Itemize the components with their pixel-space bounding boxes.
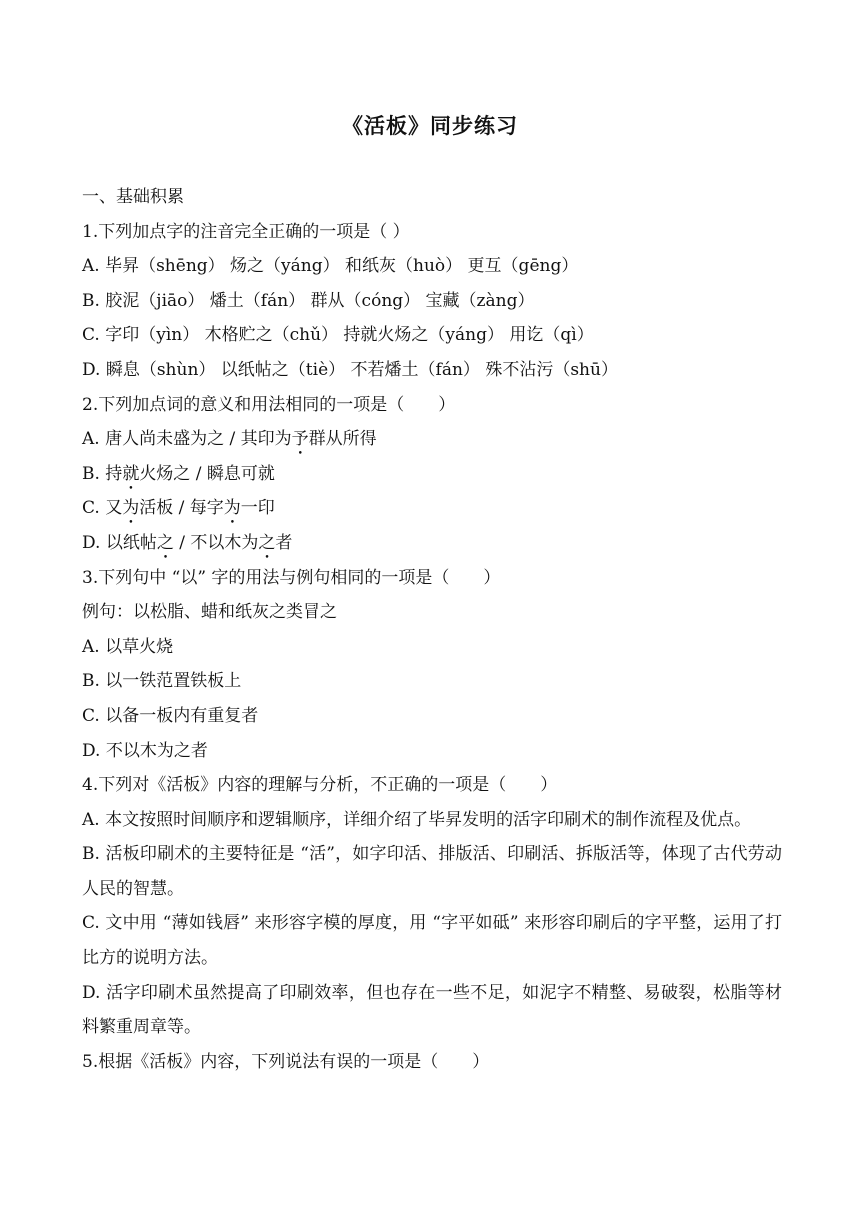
question-3-example: 例句：以松脂、蜡和纸灰之类冒之	[82, 602, 337, 623]
question-3-option-d: D. 不以木为之者	[82, 740, 208, 761]
option-text: B. 持	[82, 463, 123, 484]
question-4-option-a: A. 本文按照时间顺序和逻辑顺序，详细介绍了毕昇发明的活字印刷术的制作流程及优点。	[82, 809, 752, 830]
question-3-option-c: C. 以备一板内有重复者	[82, 705, 259, 726]
question-3-option-a: A. 以草火烧	[82, 636, 174, 657]
option-text: 活板 / 每字	[139, 498, 224, 519]
dotted-character: 就	[122, 463, 140, 484]
question-4-option-d: D. 活字印刷术虽然提高了印刷效率，但也存在一些不足，如泥字不精整、易破裂，松脂等材料繁重周章等。	[82, 982, 782, 1038]
dotted-character: 予	[291, 429, 309, 450]
page-title: 《活板》同步练习	[342, 114, 518, 138]
question-2-option-b	[82, 457, 782, 492]
question-2-option-a	[82, 422, 782, 457]
question-1-option-c: C. 字印（yìn） 木格贮之（chǔ） 持就火炀之（yáng） 用讫（qì）	[82, 325, 594, 346]
question-5-stem: 5.根据《活板》内容，下列说法有误的一项是（ ）	[82, 1051, 490, 1072]
option-text: A. 唐人尚未盛为之 / 其印为	[82, 429, 292, 450]
dotted-character: 之	[258, 532, 276, 553]
dotted-character: 为	[223, 498, 241, 519]
question-4-stem: 4.下列对《活板》内容的理解与分析，不正确的一项是（ ）	[82, 775, 558, 796]
question-4-option-c: C. 文中用 “薄如钱唇” 来形容字模的厚度，用 “字平如砥” 来形容印刷后的字平整，运用了打比方的说明方法。	[82, 913, 782, 969]
dotted-character: 之	[156, 532, 174, 553]
option-text: 火炀之 / 瞬息可就	[139, 463, 275, 484]
option-text: 一印	[240, 498, 275, 519]
question-4-option-b: B. 活板印刷术的主要特征是 “活”，如字印活、排版活、印刷活、拆版活等，体现了古代劳动人民的智慧。	[82, 844, 782, 899]
option-text: 者	[275, 532, 293, 553]
question-3-stem: 3.下列句中 “以” 字的用法与例句相同的一项是（ ）	[82, 567, 501, 588]
option-text: / 不以木为	[173, 532, 259, 553]
document-body	[82, 180, 782, 1079]
option-text: 群从所得	[308, 429, 377, 450]
section-heading: 一、基础积累	[82, 187, 184, 207]
question-1-option-d: D. 瞬息（shùn） 以纸帖之（tiè） 不若燔土（fán） 殊不沾污（shū）	[82, 359, 618, 380]
question-1-option-a: A. 毕昇（shēng） 炀之（yáng） 和纸灰（huò） 更互（gēng）	[82, 256, 579, 277]
question-1-option-b: B. 胶泥（jiāo） 燔土（fán） 群从（cóng） 宝藏（zàng）	[82, 290, 535, 311]
question-2-stem: 2.下列加点词的意义和用法相同的一项是（ ）	[82, 394, 456, 415]
option-text: C. 又	[82, 498, 123, 519]
question-3-option-b: B. 以一铁范置铁板上	[82, 671, 242, 692]
question-2-option-d	[82, 526, 782, 561]
dotted-character: 为	[122, 498, 140, 519]
option-text: D. 以纸帖	[82, 532, 157, 553]
question-1-stem: 1.下列加点字的注音完全正确的一项是（ ）	[82, 221, 410, 242]
question-2-option-c	[82, 491, 782, 526]
